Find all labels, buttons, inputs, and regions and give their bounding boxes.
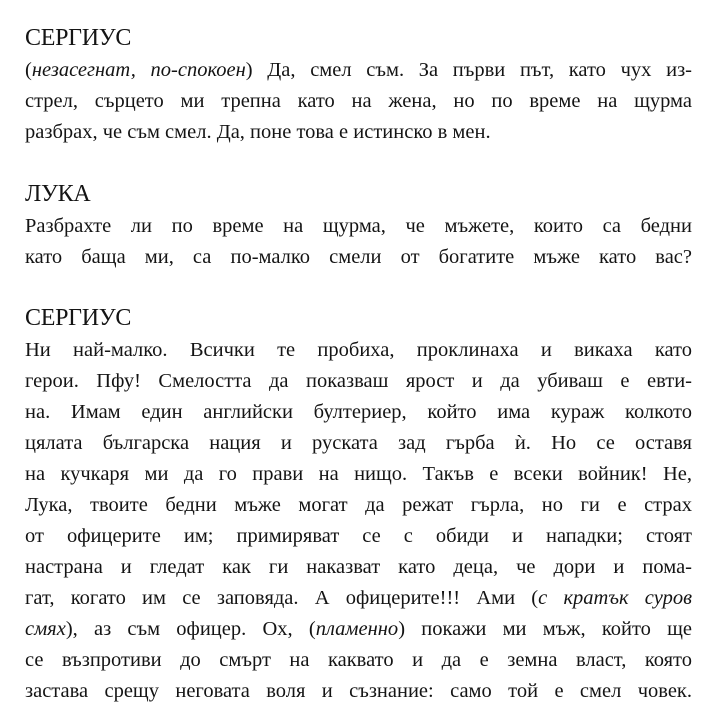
text-line: гат, когато им се заповядa. А офицерите!!! Ами (с кратък суров bbox=[25, 587, 692, 609]
speaker-heading: СЕРГИУС bbox=[25, 25, 132, 51]
text-line: застава срещу неговата воля и съзнание: само той е смел човек. bbox=[25, 680, 692, 702]
stage-direction: с кратък суров bbox=[538, 587, 692, 609]
text-line: от офицерите им; примиряват се с обиди и нападки; стоят bbox=[25, 525, 692, 547]
text-line: стрел, сърцето ми трепна като на жена, но по време на щурма bbox=[25, 90, 692, 112]
text-line: на. Имам един английски бултериер, който има кураж колкото bbox=[25, 401, 692, 423]
text-line: герои. Пфу! Смелостта да показваш ярост и да убиваш е евти- bbox=[25, 370, 692, 392]
text-line: като баща ми, са по-малко смели от богатите мъже като вас? bbox=[25, 246, 692, 268]
text-line: Лука, твоите бедни мъже могат да режат гърла, но ги е страх bbox=[25, 494, 692, 516]
text-line: разбрах, че съм смел. Да, поне това е истинско в мен. bbox=[25, 121, 491, 143]
stage-direction: незасегнат, по-спокоен bbox=[31, 59, 246, 81]
text-line: Разбрахте ли по време на щурма, че мъжете, които са бедни bbox=[25, 215, 692, 237]
text-line: (незасегнат, по-спокоен) Да, смел съм. За първи път, като чух из- bbox=[25, 59, 692, 81]
text-line: настрана и гледат как ги наказват като деца, че дори и пома- bbox=[25, 556, 692, 578]
stage-direction: смях bbox=[25, 618, 66, 640]
text-line: цялата българска нация и руската зад гърба ѝ. Но се оставя bbox=[25, 432, 692, 454]
stage-direction: пламенно bbox=[315, 618, 399, 640]
speaker-heading: СЕРГИУС bbox=[25, 305, 132, 331]
text-line: Ни най-малко. Всички те пробиха, проклинаха и викаха като bbox=[25, 339, 692, 361]
speaker-heading: ЛУКА bbox=[25, 181, 91, 207]
text-line: се възпротиви до смърт на каквато и да е земна власт, която bbox=[25, 649, 692, 671]
text-line: смях), аз съм офицер. Ох, (пламенно) покажи ми мъж, който ще bbox=[25, 618, 693, 640]
text-line: на кучкаря ми да го прави на нищо. Такъв е всеки войник! Не, bbox=[25, 463, 692, 485]
